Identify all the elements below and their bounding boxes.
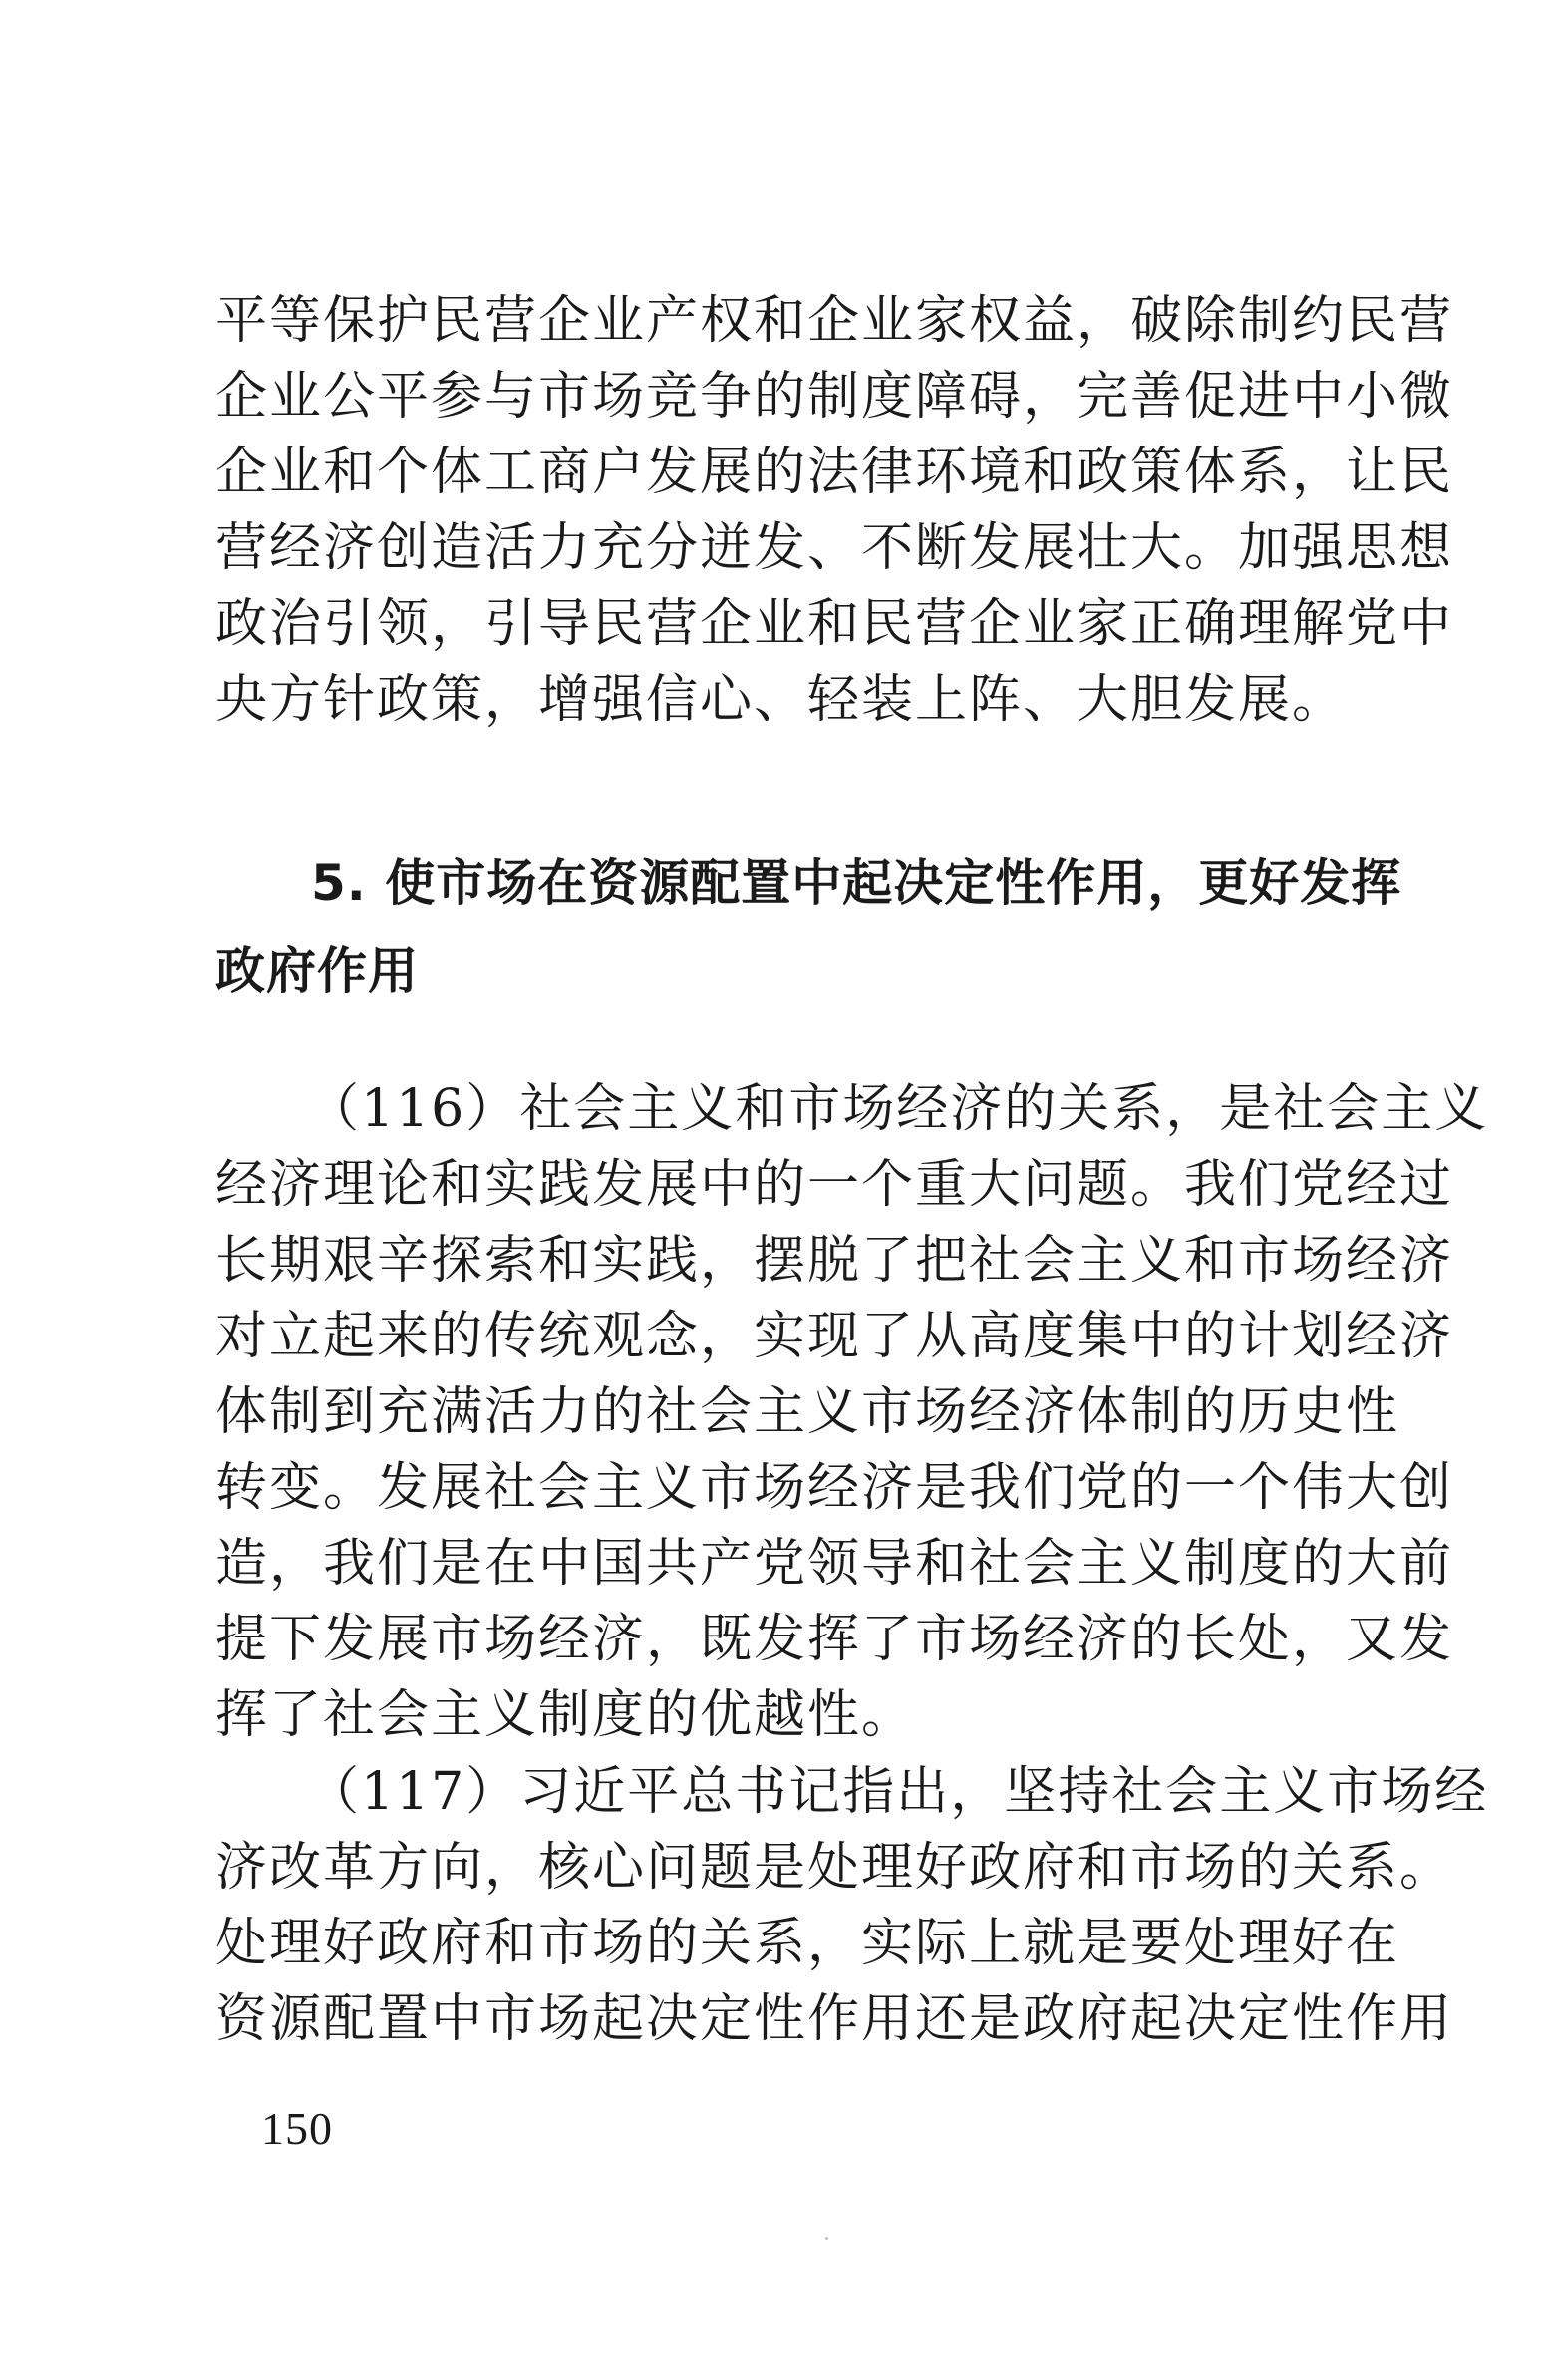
- text-line: 转变。发展社会主义市场经济是我们党的一个伟大创: [215, 1458, 1454, 1518]
- text-line: 提下发展市场经济，既发挥了市场经济的长处，又发: [215, 1610, 1454, 1669]
- text-line: 经济理论和实践发展中的一个重大问题。我们党经过: [215, 1155, 1454, 1215]
- text-line: （117）习近平总书记指出，坚持社会主义市场经: [307, 1762, 1489, 1822]
- text-line: 挥了社会主义制度的优越性。: [215, 1685, 916, 1745]
- heading-line: 5. 使市场在资源配置中起决定性作用，更好发挥: [311, 854, 1402, 912]
- text-line: 政治引领，引导民营企业和民营企业家正确理解党中: [215, 594, 1454, 654]
- paragraph-116: [215, 1071, 1489, 1753]
- text-line: 体制到充满活力的社会主义市场经济体制的历史性: [215, 1382, 1400, 1442]
- paragraph-continuation: [215, 283, 1454, 738]
- text-line: （116）社会主义和市场经济的关系，是社会主义: [307, 1079, 1489, 1139]
- text-line: 济改革方向，核心问题是处理好政府和市场的关系。: [215, 1838, 1454, 1898]
- page-number: 150: [261, 2103, 333, 2154]
- heading-line: 政府作用: [215, 942, 419, 1000]
- text-line: 造，我们是在中国共产党领导和社会主义制度的大前: [215, 1534, 1454, 1594]
- text-line: 处理好政府和市场的关系，实际上就是要处理好在: [215, 1914, 1400, 1973]
- text-line: 对立起来的传统观念，实现了从高度集中的计划经济: [215, 1307, 1454, 1366]
- paragraph-117: [215, 1754, 1489, 2057]
- section-heading: [215, 839, 1402, 1015]
- text-line: 长期艰辛探索和实践，摆脱了把社会主义和市场经济: [215, 1231, 1454, 1291]
- text-line: 企业公平参与市场竞争的制度障碍，完善促进中小微: [215, 367, 1454, 427]
- text-line: 平等保护民营企业产权和企业家权益，破除制约民营: [215, 291, 1454, 351]
- text-line: 资源配置中市场起决定性作用还是政府起决定性作用: [215, 1989, 1454, 2049]
- text-line: 营经济创造活力充分迸发、不断发展壮大。加强思想: [215, 518, 1454, 578]
- text-line: 企业和个体工商户发展的法律环境和政策体系，让民: [215, 443, 1454, 502]
- text-line: 央方针政策，增强信心、轻装上阵、大胆发展。: [215, 670, 1347, 730]
- scan-speck: [825, 2237, 828, 2240]
